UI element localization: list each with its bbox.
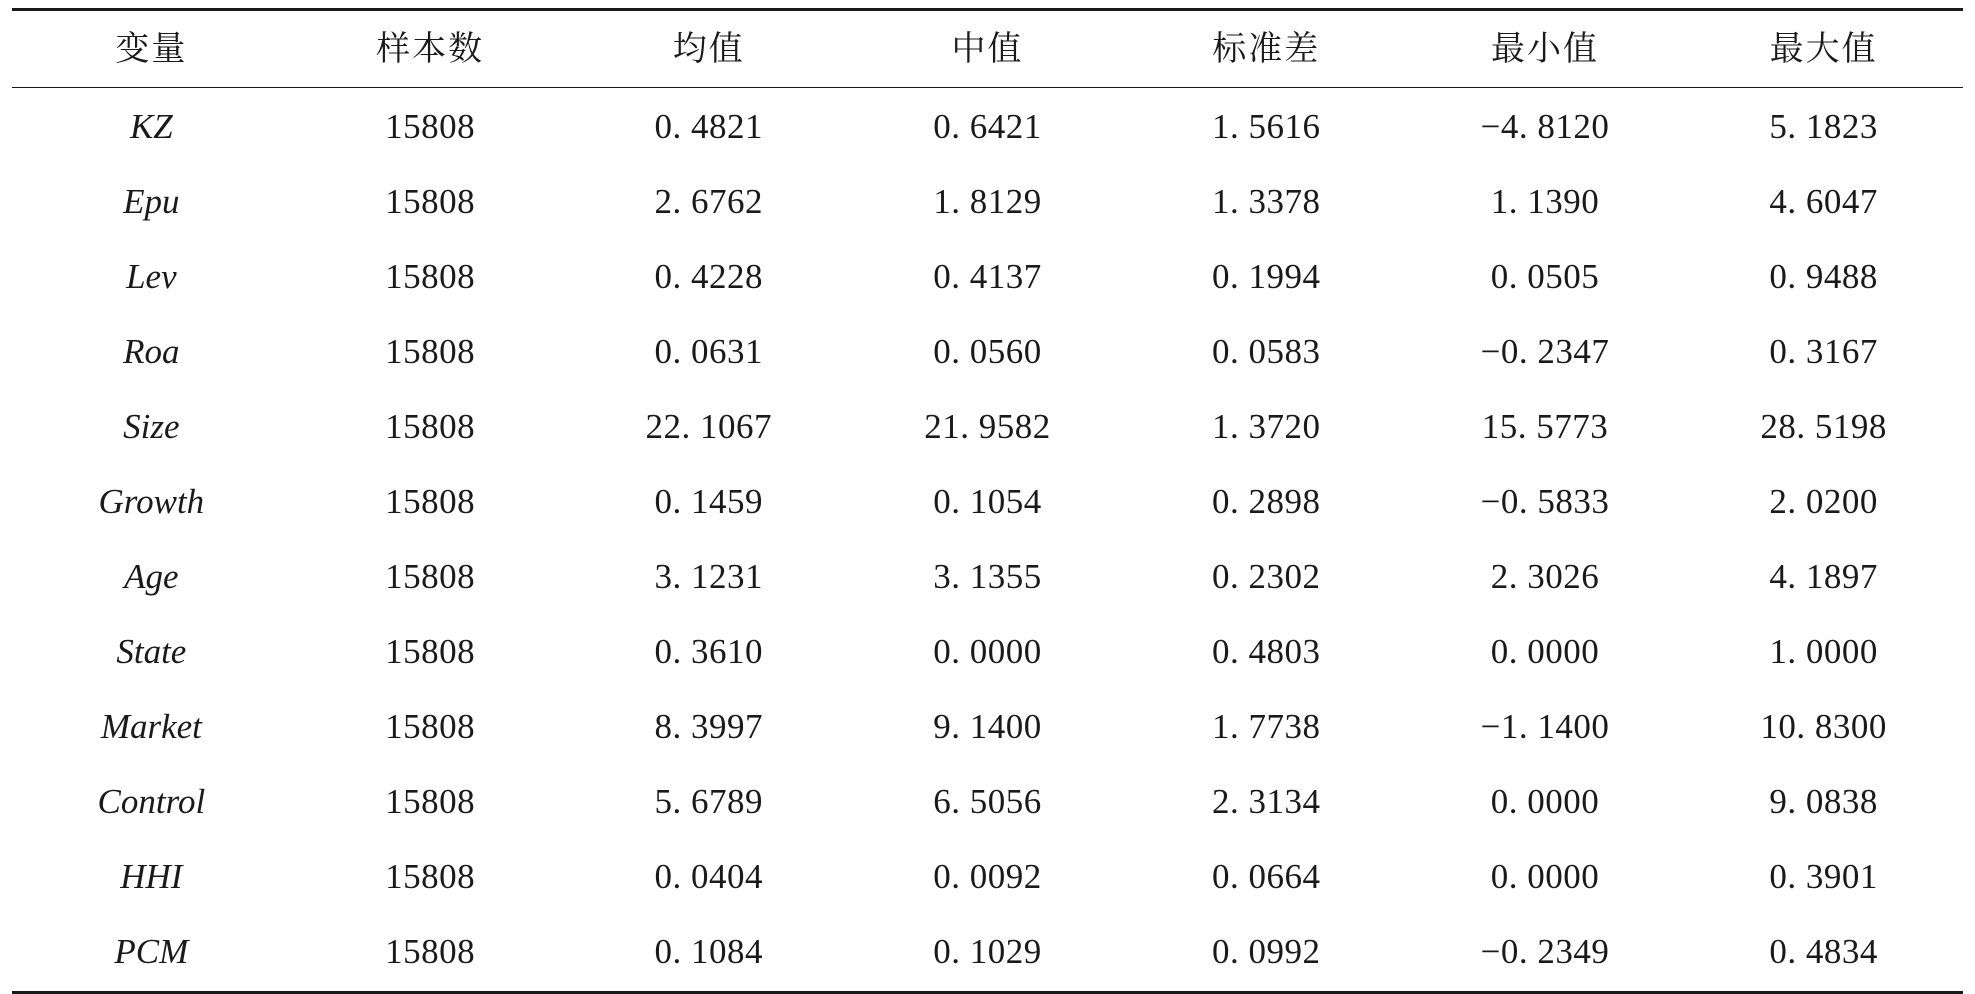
header-min: 最小值 xyxy=(1490,29,1599,69)
table-row xyxy=(12,614,1963,689)
cell-min: 2. 3026 xyxy=(1490,557,1600,596)
cell-min: −0. 2349 xyxy=(1480,932,1610,971)
cell-std-dev: 1. 3378 xyxy=(1211,182,1321,221)
cell-mean: 3. 1231 xyxy=(654,557,764,596)
header-sample-size: 样本数 xyxy=(376,29,485,69)
table-row xyxy=(12,839,1963,914)
cell-std-dev: 2. 3134 xyxy=(1211,782,1321,821)
cell-variable: Growth xyxy=(98,482,205,521)
cell-std-dev: 1. 3720 xyxy=(1211,407,1321,446)
cell-mean: 5. 6789 xyxy=(654,782,764,821)
cell-std-dev: 1. 7738 xyxy=(1211,707,1321,746)
table-row xyxy=(12,89,1963,164)
cell-sample-size: 15808 xyxy=(385,257,476,296)
table-row xyxy=(12,764,1963,839)
cell-std-dev: 0. 4803 xyxy=(1211,632,1321,671)
cell-max: 2. 0200 xyxy=(1769,482,1878,521)
cell-max: 0. 3167 xyxy=(1769,332,1878,371)
cell-sample-size: 15808 xyxy=(385,707,476,746)
cell-std-dev: 0. 0992 xyxy=(1211,932,1321,971)
header-median: 中值 xyxy=(951,29,1024,69)
table-row xyxy=(12,689,1963,764)
cell-mean: 0. 1084 xyxy=(654,932,764,971)
cell-median: 0. 4137 xyxy=(933,257,1042,296)
header-variable: 变量 xyxy=(115,29,188,69)
table-row xyxy=(12,389,1963,464)
cell-median: 1. 8129 xyxy=(933,182,1042,221)
cell-mean: 2. 6762 xyxy=(654,182,764,221)
cell-max: 4. 6047 xyxy=(1769,182,1878,221)
cell-min: 0. 0505 xyxy=(1490,257,1600,296)
cell-min: −4. 8120 xyxy=(1480,107,1610,146)
cell-sample-size: 15808 xyxy=(385,782,476,821)
cell-variable: Size xyxy=(123,407,180,446)
cell-sample-size: 15808 xyxy=(385,107,476,146)
cell-std-dev: 0. 0664 xyxy=(1211,857,1321,896)
cell-std-dev: 0. 0583 xyxy=(1211,332,1321,371)
cell-mean: 0. 1459 xyxy=(654,482,764,521)
cell-min: 0. 0000 xyxy=(1490,782,1600,821)
cell-median: 0. 6421 xyxy=(933,107,1042,146)
table-body xyxy=(12,88,1963,991)
cell-median: 0. 1054 xyxy=(933,482,1042,521)
cell-std-dev: 0. 2898 xyxy=(1211,482,1321,521)
cell-median: 3. 1355 xyxy=(933,557,1042,596)
cell-variable: State xyxy=(116,632,187,671)
cell-min: 0. 0000 xyxy=(1490,632,1600,671)
cell-mean: 0. 0631 xyxy=(654,332,764,371)
cell-mean: 0. 3610 xyxy=(654,632,764,671)
cell-max: 10. 8300 xyxy=(1760,707,1887,746)
cell-min: 15. 5773 xyxy=(1481,407,1609,446)
cell-mean: 22. 1067 xyxy=(645,407,773,446)
cell-max: 28. 5198 xyxy=(1760,407,1887,446)
cell-median: 9. 1400 xyxy=(933,707,1042,746)
table-row xyxy=(12,164,1963,239)
cell-min: −0. 2347 xyxy=(1480,332,1610,371)
cell-min: −1. 1400 xyxy=(1480,707,1610,746)
cell-max: 5. 1823 xyxy=(1769,107,1878,146)
descriptive-statistics-table xyxy=(12,8,1963,994)
cell-sample-size: 15808 xyxy=(385,332,476,371)
cell-max: 9. 0838 xyxy=(1769,782,1878,821)
cell-variable: KZ xyxy=(129,107,173,146)
cell-min: 0. 0000 xyxy=(1490,857,1600,896)
cell-max: 0. 3901 xyxy=(1769,857,1878,896)
table-row xyxy=(12,239,1963,314)
table-header-row xyxy=(12,11,1963,87)
cell-max: 4. 1897 xyxy=(1769,557,1878,596)
cell-sample-size: 15808 xyxy=(385,482,476,521)
header-std-dev: 标准差 xyxy=(1212,29,1321,69)
cell-max: 0. 9488 xyxy=(1769,257,1878,296)
cell-variable: PCM xyxy=(114,932,189,971)
cell-std-dev: 1. 5616 xyxy=(1211,107,1321,146)
cell-mean: 0. 0404 xyxy=(654,857,764,896)
cell-min: −0. 5833 xyxy=(1480,482,1610,521)
cell-median: 0. 0000 xyxy=(933,632,1042,671)
cell-max: 1. 0000 xyxy=(1769,632,1878,671)
cell-variable: Roa xyxy=(123,332,180,371)
cell-variable: HHI xyxy=(120,857,183,896)
cell-median: 0. 0092 xyxy=(933,857,1042,896)
cell-max: 0. 4834 xyxy=(1769,932,1878,971)
cell-variable: Age xyxy=(124,557,179,596)
table-row xyxy=(12,314,1963,389)
cell-variable: Epu xyxy=(123,182,180,221)
cell-sample-size: 15808 xyxy=(385,557,476,596)
cell-sample-size: 15808 xyxy=(385,632,476,671)
cell-variable: Lev xyxy=(126,257,177,296)
header-max: 最大值 xyxy=(1769,29,1878,69)
cell-mean: 0. 4821 xyxy=(654,107,764,146)
cell-variable: Market xyxy=(100,707,202,746)
cell-sample-size: 15808 xyxy=(385,932,476,971)
cell-sample-size: 15808 xyxy=(385,857,476,896)
cell-mean: 0. 4228 xyxy=(654,257,764,296)
cell-std-dev: 0. 2302 xyxy=(1211,557,1321,596)
cell-variable: Control xyxy=(97,782,206,821)
table-row xyxy=(12,464,1963,539)
header-mean: 均值 xyxy=(672,29,745,69)
table-row xyxy=(12,539,1963,614)
cell-median: 0. 1029 xyxy=(933,932,1042,971)
cell-sample-size: 15808 xyxy=(385,407,476,446)
cell-median: 6. 5056 xyxy=(933,782,1042,821)
table-row xyxy=(12,914,1963,989)
cell-min: 1. 1390 xyxy=(1490,182,1600,221)
cell-median: 21. 9582 xyxy=(924,407,1051,446)
cell-median: 0. 0560 xyxy=(933,332,1042,371)
cell-std-dev: 0. 1994 xyxy=(1211,257,1321,296)
cell-sample-size: 15808 xyxy=(385,182,476,221)
cell-mean: 8. 3997 xyxy=(654,707,764,746)
